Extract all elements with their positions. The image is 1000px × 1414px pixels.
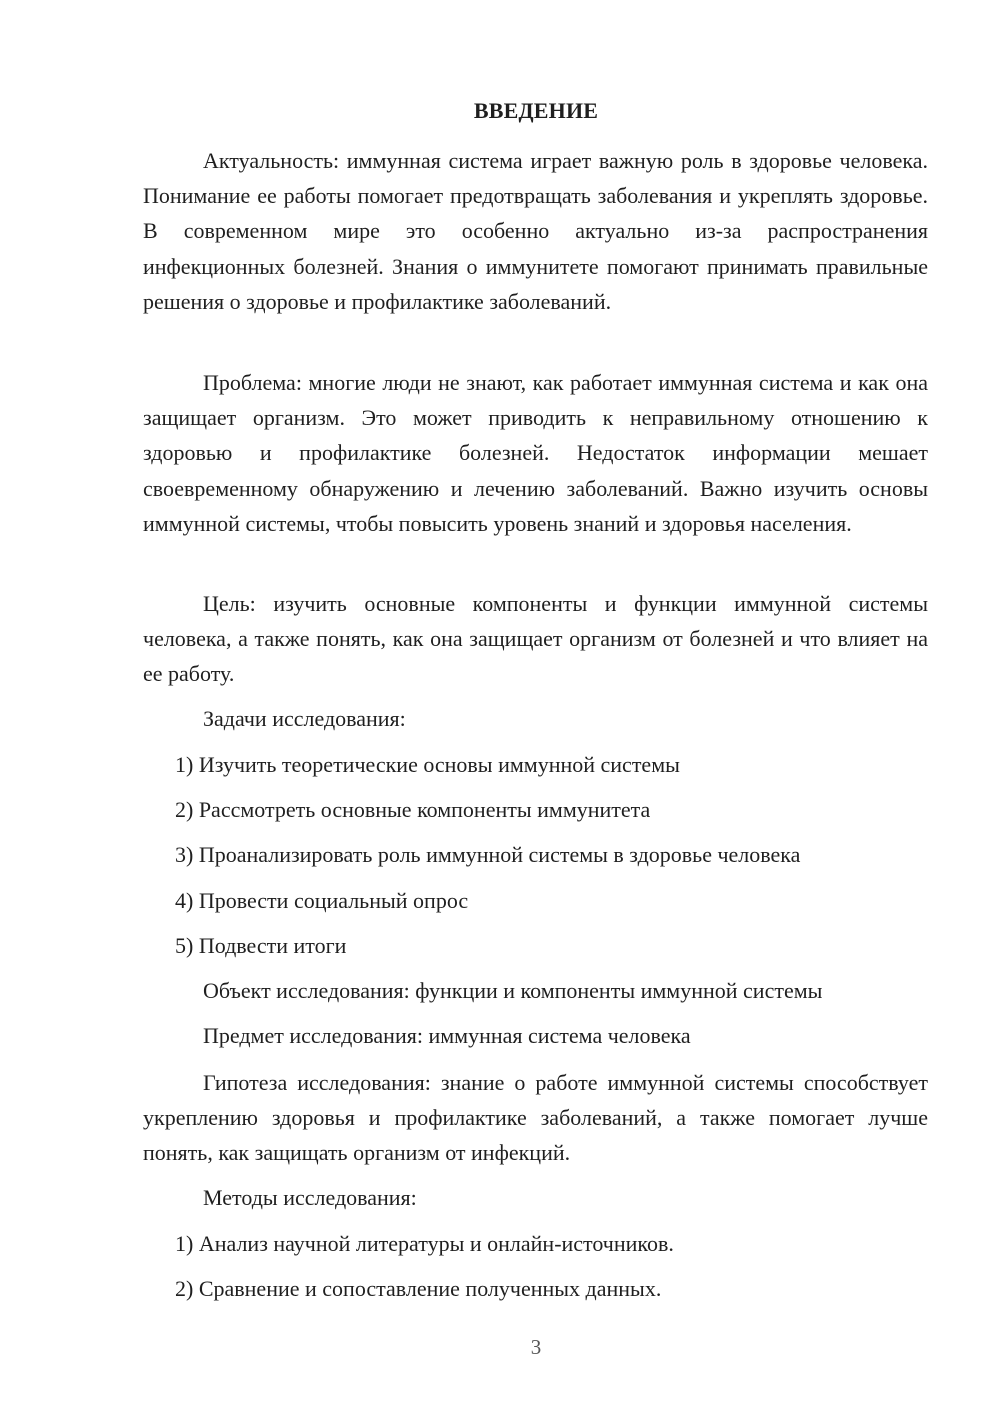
task-item-5: 5) Подвести итоги (175, 933, 347, 958)
task-item-1: 1) Изучить теоретические основы иммунной системы (175, 752, 680, 777)
task-item-4: 4) Провести социальный опрос (175, 888, 469, 913)
method-item-2: 2) Сравнение и сопоставление полученных данных. (175, 1276, 662, 1301)
goal-paragraph: Цель: изучить основные компоненты и функции иммунной системы человека, а также понять, как она защищает организм от болезней и что влияет на ее работу. (143, 591, 928, 687)
task-item-2: 2) Рассмотреть основные компоненты иммунитета (175, 797, 651, 822)
hypothesis-paragraph: Гипотеза исследования: знание о работе иммунной системы способствует укреплению здоровья и профилактике заболеваний, а также помогает лучше понять, как защищать организм от инфекций. (143, 1070, 928, 1166)
research-subject: Предмет исследования: иммунная система человека (203, 1023, 691, 1048)
task-item-3: 3) Проанализировать роль иммунной системы в здоровье человека (175, 842, 801, 867)
relevance-paragraph: Актуальность: иммунная система играет важную роль в здоровье человека. Понимание ее работы помогает предотвращать заболевания и укреплять здоровье. В современном мире это особенно актуально из-за распространения инфекционных болезней. Знания о иммунитете помогают принимать правильные решения о здоровье и профилактике заболеваний. (143, 148, 928, 314)
page-number: 3 (530, 1335, 542, 1359)
methods-label: Методы исследования: (203, 1185, 417, 1210)
research-object: Объект исследования: функции и компоненты иммунной системы (203, 978, 823, 1003)
section-heading: ВВЕДЕНИЕ (473, 98, 599, 123)
tasks-label: Задачи исследования: (203, 706, 406, 731)
method-item-1: 1) Анализ научной литературы и онлайн-источников. (175, 1231, 674, 1256)
problem-paragraph: Проблема: многие люди не знают, как работает иммунная система и как она защищает организм. Это может приводить к неправильному отношению к здоровью и профилактике болезней. Недостаток информации мешает своевременному обнаружению и лечению заболеваний. Важно изучить основы иммунной системы, чтобы повысить уровень знаний и здоровья населения. (143, 370, 928, 536)
